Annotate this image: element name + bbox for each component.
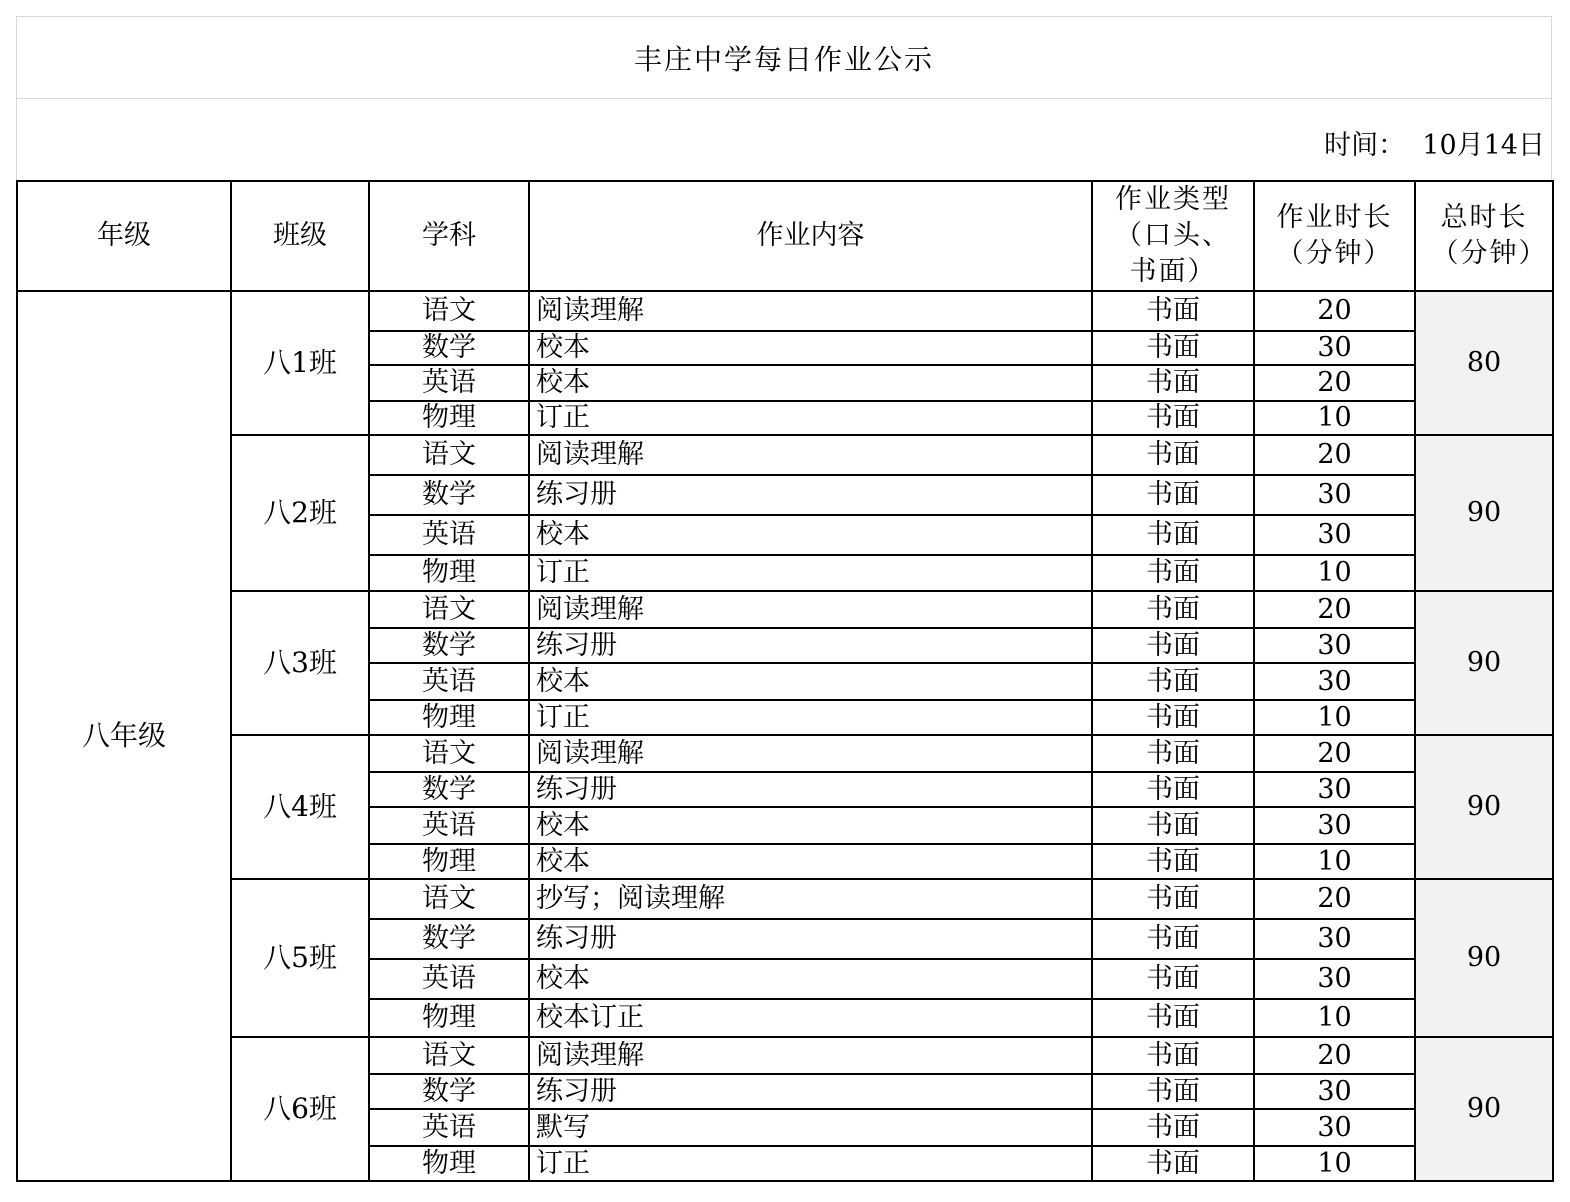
content-cell: 校本 [529, 959, 1092, 999]
header-row [17, 181, 1553, 291]
table-row [17, 435, 1553, 475]
minutes-cell: 30 [1254, 807, 1415, 844]
minutes-cell: 10 [1254, 401, 1415, 435]
content-cell: 校本 [529, 807, 1092, 844]
type-cell: 书面 [1092, 807, 1254, 844]
date-label: 时间： 10月14日 [1324, 130, 1545, 161]
minutes-cell: 30 [1254, 331, 1415, 365]
minutes-cell: 20 [1254, 291, 1415, 331]
header-content: 作业内容 [529, 181, 1092, 291]
type-cell: 书面 [1092, 879, 1254, 919]
content-cell: 默写 [529, 1109, 1092, 1146]
content-cell: 订正 [529, 555, 1092, 591]
content-cell: 阅读理解 [529, 435, 1092, 475]
class-cell: 八5班 [231, 879, 369, 1037]
minutes-cell: 20 [1254, 365, 1415, 401]
type-cell: 书面 [1092, 999, 1254, 1037]
content-cell: 校本 [529, 331, 1092, 365]
minutes-cell: 20 [1254, 735, 1415, 772]
type-cell: 书面 [1092, 401, 1254, 435]
content-cell: 订正 [529, 700, 1092, 735]
content-cell: 校本 [529, 515, 1092, 555]
subject-cell: 物理 [369, 1146, 529, 1181]
class-cell: 八4班 [231, 735, 369, 879]
minutes-cell: 30 [1254, 475, 1415, 515]
subject-cell: 物理 [369, 555, 529, 591]
subject-cell: 数学 [369, 628, 529, 663]
subject-cell: 数学 [369, 475, 529, 515]
header-type-label: 作业类型（口头、书面） [1115, 184, 1231, 287]
subject-cell: 英语 [369, 515, 529, 555]
minutes-cell: 20 [1254, 435, 1415, 475]
content-cell: 练习册 [529, 1074, 1092, 1109]
subject-cell: 语文 [369, 879, 529, 919]
type-cell: 书面 [1092, 959, 1254, 999]
subject-cell: 物理 [369, 401, 529, 435]
type-cell: 书面 [1092, 331, 1254, 365]
table-body [17, 291, 1553, 1181]
subject-cell: 英语 [369, 1109, 529, 1146]
subject-cell: 语文 [369, 1037, 529, 1074]
type-cell: 书面 [1092, 1109, 1254, 1146]
type-cell: 书面 [1092, 1074, 1254, 1109]
subject-cell: 语文 [369, 591, 529, 628]
type-cell: 书面 [1092, 1037, 1254, 1074]
content-cell: 练习册 [529, 772, 1092, 807]
content-cell: 阅读理解 [529, 1037, 1092, 1074]
total-cell: 90 [1415, 1037, 1553, 1181]
type-cell: 书面 [1092, 555, 1254, 591]
minutes-cell: 30 [1254, 663, 1415, 700]
subject-cell: 英语 [369, 365, 529, 401]
header-duration-label: 作业时长（分钟） [1276, 202, 1393, 269]
minutes-cell: 10 [1254, 1146, 1415, 1181]
total-cell: 90 [1415, 879, 1553, 1037]
minutes-cell: 10 [1254, 555, 1415, 591]
class-cell: 八2班 [231, 435, 369, 591]
type-cell: 书面 [1092, 591, 1254, 628]
type-cell: 书面 [1092, 365, 1254, 401]
total-cell: 80 [1415, 291, 1553, 435]
subject-cell: 英语 [369, 663, 529, 700]
minutes-cell: 30 [1254, 772, 1415, 807]
minutes-cell: 30 [1254, 1109, 1415, 1146]
content-cell: 校本 [529, 365, 1092, 401]
type-cell: 书面 [1092, 1146, 1254, 1181]
type-cell: 书面 [1092, 919, 1254, 959]
content-cell: 阅读理解 [529, 591, 1092, 628]
type-cell: 书面 [1092, 700, 1254, 735]
table-row [17, 1037, 1553, 1074]
type-cell: 书面 [1092, 844, 1254, 879]
homework-sheet [16, 16, 1552, 1182]
subject-cell: 物理 [369, 844, 529, 879]
table-row [17, 735, 1553, 772]
type-cell: 书面 [1092, 772, 1254, 807]
class-cell: 八6班 [231, 1037, 369, 1181]
class-cell: 八1班 [231, 291, 369, 435]
content-cell: 校本 [529, 844, 1092, 879]
minutes-cell: 30 [1254, 1074, 1415, 1109]
content-cell: 校本订正 [529, 999, 1092, 1037]
minutes-cell: 20 [1254, 879, 1415, 919]
total-cell: 90 [1415, 435, 1553, 591]
subject-cell: 语文 [369, 291, 529, 331]
total-cell: 90 [1415, 735, 1553, 879]
content-cell: 阅读理解 [529, 735, 1092, 772]
header-grade: 年级 [17, 181, 231, 291]
header-total-label: 总时长（分钟） [1431, 202, 1548, 269]
minutes-cell: 10 [1254, 700, 1415, 735]
subject-cell: 数学 [369, 331, 529, 365]
type-cell: 书面 [1092, 628, 1254, 663]
minutes-cell: 10 [1254, 999, 1415, 1037]
type-cell: 书面 [1092, 735, 1254, 772]
subject-cell: 语文 [369, 435, 529, 475]
table-row [17, 879, 1553, 919]
homework-table [16, 180, 1554, 1182]
content-cell: 阅读理解 [529, 291, 1092, 331]
subject-cell: 数学 [369, 919, 529, 959]
type-cell: 书面 [1092, 515, 1254, 555]
content-cell: 抄写；阅读理解 [529, 879, 1092, 919]
minutes-cell: 30 [1254, 628, 1415, 663]
content-cell: 校本 [529, 663, 1092, 700]
table-row [17, 591, 1553, 628]
minutes-cell: 10 [1254, 844, 1415, 879]
minutes-cell: 20 [1254, 591, 1415, 628]
grade-cell: 八年级 [17, 291, 231, 1181]
header-duration [1254, 181, 1415, 291]
header-subject: 学科 [369, 181, 529, 291]
table-row [17, 291, 1553, 331]
content-cell: 练习册 [529, 919, 1092, 959]
header-type [1092, 181, 1254, 291]
type-cell: 书面 [1092, 435, 1254, 475]
total-cell: 90 [1415, 591, 1553, 735]
date-row [16, 98, 1552, 180]
content-cell: 订正 [529, 401, 1092, 435]
sheet-title: 丰庄中学每日作业公示 [633, 42, 934, 76]
subject-cell: 英语 [369, 959, 529, 999]
subject-cell: 数学 [369, 772, 529, 807]
minutes-cell: 30 [1254, 959, 1415, 999]
subject-cell: 英语 [369, 807, 529, 844]
class-cell: 八3班 [231, 591, 369, 735]
subject-cell: 语文 [369, 735, 529, 772]
header-total [1415, 181, 1553, 291]
minutes-cell: 30 [1254, 515, 1415, 555]
title-row [16, 16, 1552, 98]
minutes-cell: 20 [1254, 1037, 1415, 1074]
header-class: 班级 [231, 181, 369, 291]
content-cell: 订正 [529, 1146, 1092, 1181]
subject-cell: 数学 [369, 1074, 529, 1109]
type-cell: 书面 [1092, 291, 1254, 331]
type-cell: 书面 [1092, 663, 1254, 700]
content-cell: 练习册 [529, 475, 1092, 515]
subject-cell: 物理 [369, 999, 529, 1037]
type-cell: 书面 [1092, 475, 1254, 515]
minutes-cell: 30 [1254, 919, 1415, 959]
content-cell: 练习册 [529, 628, 1092, 663]
subject-cell: 物理 [369, 700, 529, 735]
